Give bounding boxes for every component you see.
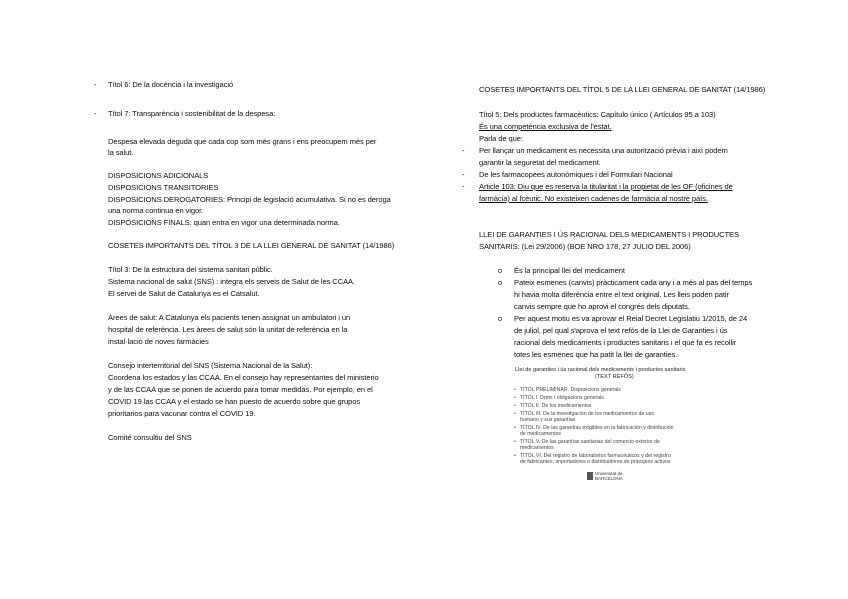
bullet-circle: o	[498, 266, 503, 275]
figure-bullet: •	[514, 425, 516, 431]
despesa-line-1: Despesa elevada deguda que cada cop som més grans i ens preocupem més per	[108, 137, 377, 146]
arees-line-2: hospital de referència. Les àrees de salut són la unitat de referència en la	[108, 325, 348, 334]
consejo-line-3: y de las CCAA que se ponen de acuerdo para tomar medidas. Por ejemplo, en el	[108, 385, 373, 394]
heading-titol-5: COSETES IMPORTANTS DEL TÍTOL 5 DE LA LLEI GENERAL DE SANITAT (14/1986)	[479, 85, 766, 94]
o2-line-1: Pateix esmenes (canvis) pràcticament cada any i a més al pas del temps	[514, 278, 753, 287]
o1-line: És la principal llei del medicament	[514, 266, 625, 275]
o3-line-3: racional dels medicaments i productes sanitaris i el que fa es recollir	[514, 338, 737, 347]
bullet-circle: o	[498, 314, 503, 323]
bullet-dash: -	[94, 109, 97, 118]
bullet-circle: o	[498, 278, 503, 287]
bullet-dash: -	[462, 146, 465, 155]
o3-line-4: totes les esmenes que ha patit la llei de garanties.	[514, 350, 678, 359]
logo-line-1: Universitat de	[595, 471, 623, 476]
b3-line-1: Article 103: Diu que es reserva la titularitat i la propietat de les OF (oficines de	[479, 182, 733, 191]
b1-line-2: garantir la seguretat del medicament.	[479, 158, 601, 167]
arees-line-3: instal·lació de noves farmàcies	[108, 337, 209, 346]
figure-bullet: •	[514, 395, 516, 401]
figure-item: TÍTOL VI. Del registro de laboratorios farmacéuticos y del registro	[520, 453, 671, 459]
disp-derogatories: DISPOSICIONS DEROGATORIES: Principi de legislació acumulativa. Si no es deroga	[108, 195, 391, 204]
figure-item: TÍTOL PRELIMINAR. Disposicions generals	[520, 387, 621, 393]
figure-item: TÍTOL I. Drets i obligacions generals	[520, 395, 604, 401]
logo-line-2: BARCELONA	[595, 476, 623, 481]
figure-item: TÍTOL IV. De las garantías exigibles en la fabricación y distribución	[520, 425, 674, 431]
llei-heading-1: LLEI DE GARANTIES I ÚS RACIONAL DELS MEDICAMENTS I PRODUCTES	[479, 230, 739, 239]
figure-subtitle: (TEXT REFÓS)	[595, 374, 634, 380]
figure-bullet: •	[514, 411, 516, 417]
t3-line-2: Sistema nacional de salut (SNS) : integra els serveis de Salut de les CCAA.	[108, 277, 356, 286]
consejo-line-4: COVID 19 las CCAA y el estado se han puesto de acuerdo sobre que grupos	[108, 397, 361, 406]
figure-item: medicamentos	[520, 445, 554, 451]
t5-line-2: És una competència exclusiva de l'estat.	[479, 122, 612, 131]
t3-line-3: El servei de Salut de Catalunya es el Catsalut.	[108, 289, 260, 298]
figure-item: humano y sus garantías	[520, 417, 576, 423]
o3-line-2: de juliol, pel qual s'aprova el text refós de la Llei de Garanties i ús	[514, 326, 728, 335]
llei-heading-2: SANITARIS: (Lei 29/2006) (BOE NRO 178, 27 JULIO DEL 2006)	[479, 242, 691, 251]
figure-item: TÍTOL II. De los medicamentos	[520, 403, 592, 409]
shield-icon	[587, 472, 593, 480]
figure-item: de fabricantes, importadores o distribuidores de principios activos	[520, 459, 671, 465]
figure-title: Llei de garanties i ús racional dels medicaments i productes sanitaris	[515, 367, 686, 373]
figure-item: TÍTOL V. De las garantías sanitarias del comercio exterior de	[520, 439, 660, 445]
o2-line-3: canvis sempre que ho aprovi el congrés dels diputats.	[514, 302, 690, 311]
disp-derogatories-2: una norma continua en vigor.	[108, 206, 204, 215]
embedded-slide-image	[511, 365, 739, 483]
figure-item: TÍTOL III. De la investigación de los medicamentos de uso	[520, 411, 655, 417]
heading-titol-3: COSETES IMPORTANTS DEL TÍTOL 3 DE LA LLEI GENERAL DE SANITAT (14/1986)	[108, 241, 395, 250]
t3-line-1: Títol 3: De la estructura del sistema sanitari públic.	[108, 265, 273, 274]
titol-6: Títol 6: De la docència i la investigació	[108, 80, 234, 89]
disp-transitories: DISPOSICIONS TRANSITORIES	[108, 183, 219, 192]
disp-adicionals: DISPOSICIONS ADICIONALS	[108, 171, 209, 180]
figure-item: de medicamentos	[520, 431, 561, 437]
bullet-dash: -	[462, 170, 465, 179]
t5-line-1: Títol 5: Dels productes farmacèutics: Capítulo único ( Artículos 95 a 103)	[479, 110, 716, 119]
figure-bullet: •	[514, 453, 516, 459]
o3-line-1: Per aquest motiu es va aprovar el Reial Decret Legislatiu 1/2015, de 24	[514, 314, 748, 323]
arees-line-1: Àrees de salut: A Catalunya els pacients tenen assignat un ambulatori i un	[108, 313, 351, 322]
b3-line-2: farmàcia) al fcèutic. No existeixen cadenes de farmàcia al nostre país.	[479, 194, 708, 203]
titol-7: Títol 7: Transparència i sostenibilitat de la despesa:	[108, 109, 276, 118]
figure-bullet: •	[514, 439, 516, 445]
university-logo	[587, 471, 627, 483]
consejo-line-2: Coordena los estados y las CCAA. En el consejo hay representantes del ministerio	[108, 373, 379, 382]
b2-line: De les farmacopees autonòmiques i del Formulari Nacional	[479, 170, 673, 179]
t5-line-3: Parla de que:	[479, 134, 523, 143]
disp-finals: DISPOSICIONS FINALS: quan entra en vigor una determinada norma.	[108, 218, 340, 227]
consejo-line-5: prioritarios para vacunar contra el COVID 19.	[108, 409, 256, 418]
consejo-line-1: Consejo interterritorial del SNS (Sistema Nacional de la Salut):	[108, 361, 313, 370]
b1-line-1: Per llançar un medicament es necessita una autorització prèvia i així podem	[479, 146, 728, 155]
comite-consultiu: Comité consultiu del SNS	[108, 433, 192, 442]
bullet-dash: -	[94, 80, 97, 89]
figure-bullet: •	[514, 403, 516, 409]
despesa-line-2: la salut.	[108, 148, 134, 157]
o2-line-2: hi havia molta diferència entre el text original. Les lleis poden patir	[514, 290, 729, 299]
bullet-dash: -	[462, 182, 465, 191]
figure-bullet: •	[514, 387, 516, 393]
